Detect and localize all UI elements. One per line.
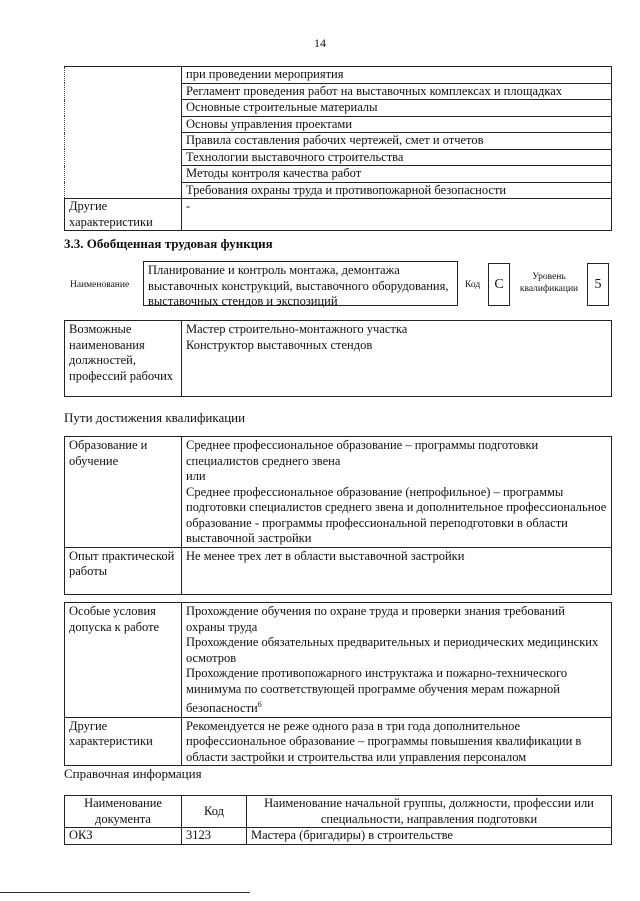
level-value-box: 5 <box>587 263 609 306</box>
knowledge-item: Правила составления рабочих чертежей, смет и отчетов <box>182 133 612 150</box>
bottom-rule <box>0 892 250 893</box>
positions-label: Возможные наименования должностей, профессий рабочих <box>65 321 182 397</box>
other2-value: Рекомендуется не реже одного раза в три года дополнительное профессиональное образование – программы повышения квалификации в области застройки и строительства или управления персоналом <box>182 717 612 766</box>
education-label: Образование и обучение <box>65 437 182 548</box>
knowledge-item: Регламент проведения работ на выставочных комплексах и площадках <box>182 83 612 100</box>
education-line: Среднее профессиональное образование – программы подготовки специалистов среднего звена <box>186 438 539 468</box>
footnote-marker: 6 <box>257 700 262 709</box>
education-line: Среднее профессиональное образование (непрофильное) – программы подготовки специалистов среднего звена и дополнительное профессиональное образование - программы профессиональной переподготовки в области выставочной застройки <box>186 484 607 545</box>
ref-cell-document: ОКЗ <box>65 828 182 845</box>
knowledge-item: Требования охраны труда и противопожарной безопасности <box>182 182 612 199</box>
knowledge-item: Технологии выставочного строительства <box>182 149 612 166</box>
other2-label: Другие характеристики <box>65 717 182 766</box>
name-label: Наименование <box>70 280 130 290</box>
experience-label: Опыт практической работы <box>65 547 182 594</box>
positions-table <box>64 320 612 397</box>
function-name-box: Планирование и контроль монтажа, демонтажа выставочных конструкций, выставочного оборудования, выставочных стендов и экспозиций <box>143 261 458 306</box>
reference-table <box>64 795 612 845</box>
education-table <box>64 436 612 595</box>
knowledge-item: Основы управления проектами <box>182 116 612 133</box>
position-item: Мастер строительно-монтажного участка <box>186 322 408 336</box>
paths-title: Пути достижения квалификации <box>64 410 246 425</box>
code-label: Код <box>465 280 481 290</box>
position-item: Конструктор выставочных стендов <box>186 337 373 352</box>
conditions-value <box>182 603 612 718</box>
positions-value <box>182 321 612 397</box>
ref-cell-code: 3123 <box>182 828 247 845</box>
other-characteristics-value: - <box>182 199 612 231</box>
knowledge-label-cell <box>65 67 182 199</box>
condition-line: Прохождение обязательных предварительных и периодических медицинских осмотров <box>186 635 599 665</box>
condition-line <box>186 666 607 717</box>
condition-text: Прохождение противопожарного инструктажа и пожарно-технического минимума по соответствующей программе обучения мерам пожарной безопасности <box>186 666 568 716</box>
experience-value: Не менее трех лет в области выставочной застройки <box>182 547 612 594</box>
ref-cell-name: Мастера (бригадиры) в строительстве <box>247 828 612 845</box>
ref-header-code: Код <box>182 796 247 828</box>
ref-header-name: Наименование начальной группы, должности, профессии или специальности, направления подготовки <box>247 796 612 828</box>
knowledge-item: при проведении мероприятия <box>182 67 612 84</box>
condition-line: Прохождение обучения по охране труда и проверки знания требований охраны труда <box>186 604 565 634</box>
education-line: или <box>186 469 206 483</box>
page-number: 14 <box>314 36 326 50</box>
level-label: Уровень квалификации <box>519 272 579 294</box>
code-value-box: C <box>488 263 510 306</box>
education-value <box>182 437 612 548</box>
knowledge-table <box>64 66 612 231</box>
knowledge-item: Основные строительные материалы <box>182 100 612 117</box>
other-characteristics-label: Другие характеристики <box>65 199 182 231</box>
reference-title: Справочная информация <box>64 766 202 781</box>
conditions-label: Особые условия допуска к работе <box>65 603 182 718</box>
section-heading: 3.3. Обобщенная трудовая функция <box>64 236 273 251</box>
knowledge-item: Методы контроля качества работ <box>182 166 612 183</box>
ref-header-document: Наименование документа <box>65 796 182 828</box>
conditions-table <box>64 602 612 766</box>
